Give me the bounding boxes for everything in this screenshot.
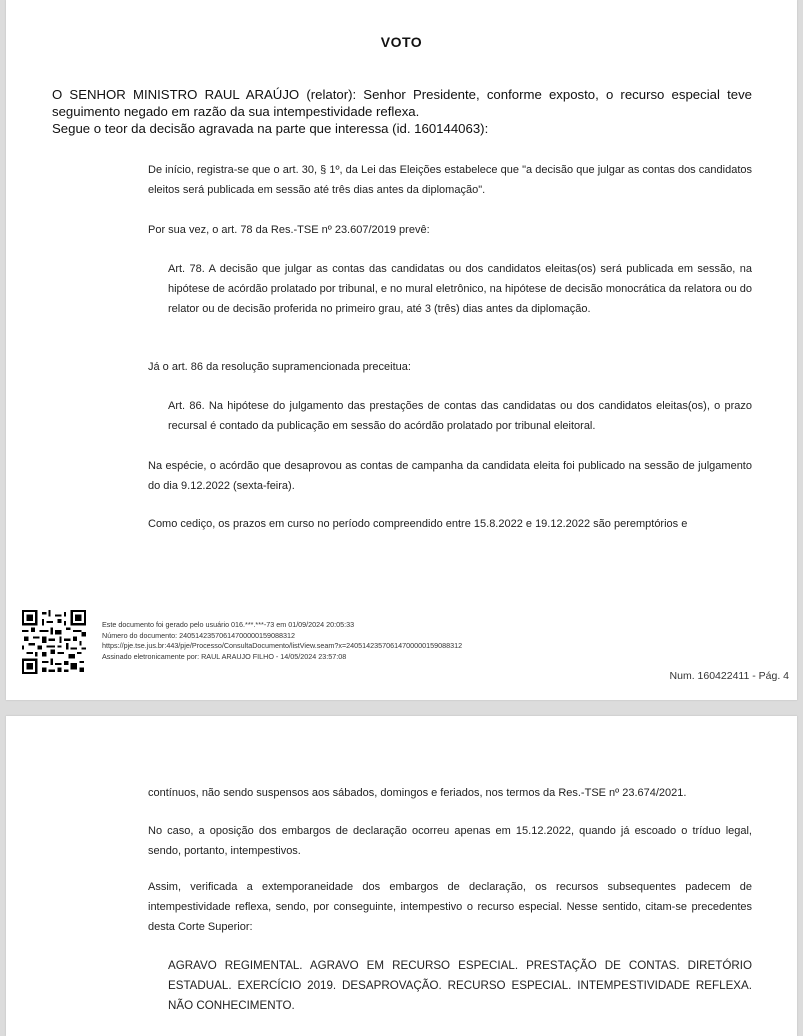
quoted-decision-paragraph <box>148 357 752 377</box>
quoted-decision-paragraph <box>148 783 752 803</box>
paragraph-no-caso: No caso, a oposição dos embargos de declaração ocorreu apenas em 15.12.2022, quando já escoado o tríduo legal, sendo, portanto, intempestivos. <box>148 825 752 857</box>
quoted-decision-paragraph <box>148 514 752 534</box>
quoted-decision-paragraph <box>148 821 752 861</box>
paragraph-na-especie: Na espécie, o acórdão que desaprovou as contas de campanha da candidata eleita foi publicado na sessão de julgamento do dia 9.12.2022 (sexta-feira). <box>148 460 752 492</box>
art-86-text: Art. 86. Na hipótese do julgamento das prestações de contas das candidatas ou dos candidatos eleitas(os), o prazo recursal é contado da publicação em sessão do acórdão prolatado por tribunal eleitoral. <box>168 400 752 432</box>
footer-signed-by: Assinado eletronicamente por: RAUL ARAUJO FILHO - 14/05/2024 23:57:08 <box>102 651 347 661</box>
citation-ementa <box>168 956 752 1016</box>
intro-paragraph: O SENHOR MINISTRO RAUL ARAÚJO (relator): Senhor Presidente, conforme exposto, o recurso especial teve seguimento negado em razão da sua intempestividade reflexa. <box>52 87 752 119</box>
paragraph-continuos: contínuos, não sendo suspensos aos sábados, domingos e feriados, nos termos da Res.-TSE nº 23.674/2021. <box>148 787 687 799</box>
art-78-text: Art. 78. A decisão que julgar as contas das candidatas ou dos candidatos eleitas(os) será publicada em sessão, na hipótese de acórdão prolatado por tribunal, e no mural eletrônico, na hipótese de decisão monocrática da relatora ou do relator ou de decisão proferida no primeiro grau, até 3 (três) dias antes da diplomação. <box>168 263 752 315</box>
vote-intro <box>52 86 752 137</box>
qr-code-icon <box>22 610 86 674</box>
paragraph-ja-o-art: Já o art. 86 da resolução supramencionada preceitua: <box>148 361 411 373</box>
paragraph-como-cedico: Como cediço, os prazos em curso no período compreendido entre 15.8.2022 e 19.12.2022 são peremptórios e <box>148 518 688 530</box>
quoted-decision-paragraph <box>148 160 752 200</box>
citation-art-78 <box>168 259 752 319</box>
intro-paragraph: Segue o teor da decisão agravada na parte que interessa (id. 160144063): <box>52 121 489 136</box>
quoted-decision-paragraph <box>148 877 752 937</box>
footer-generated-by: Este documento foi gerado pelo usuário 016.***.***-73 em 01/09/2024 20:05:33 <box>102 620 355 629</box>
paragraph-assim: Assim, verificada a extemporaneidade dos embargos de declaração, os recursos subsequentes padecem de intempestividade reflexa, sendo, por conseguinte, intempestivo o recurso especial. Nesse sentido, citam-se precedentes desta Corte Superior: <box>148 881 752 933</box>
paragraph-inicio: De início, registra-se que o art. 30, § 1º, da Lei das Eleições estabelece que "a decisão que julgar as contas dos candidatos eleitos será publicada em sessão até três dias antes da diplomação". <box>148 164 752 196</box>
electronic-signature-info <box>102 620 462 662</box>
citation-art-86 <box>168 396 752 436</box>
quoted-decision-paragraph <box>148 220 752 240</box>
footer-document-url[interactable]: https://pje.tse.jus.br:443/pje/Processo/ConsultaDocumento/listView.seam?x=24051423570614700000159088312 <box>102 641 463 651</box>
document-page-1 <box>6 0 797 700</box>
paragraph-por-sua-vez: Por sua vez, o art. 78 da Res.-TSE nº 23.607/2019 prevê: <box>148 224 430 236</box>
page-number: Num. 160422411 - Pág. 4 <box>669 670 789 682</box>
footer-document-number: Número do documento: 24051423570614700000159088312 <box>102 630 296 640</box>
quoted-decision-paragraph <box>148 456 752 496</box>
ementa-text: AGRAVO REGIMENTAL. AGRAVO EM RECURSO ESPECIAL. PRESTAÇÃO DE CONTAS. DIRETÓRIO ESTADUAL. EXERCÍCIO 2019. DESAPROVAÇÃO. RECURSO ESPECIAL. INTEMPESTIVIDADE REFLEXA. NÃO CONHECIMENTO. <box>168 959 752 1012</box>
document-page-2 <box>6 716 797 1036</box>
document-title: VOTO <box>380 34 423 50</box>
